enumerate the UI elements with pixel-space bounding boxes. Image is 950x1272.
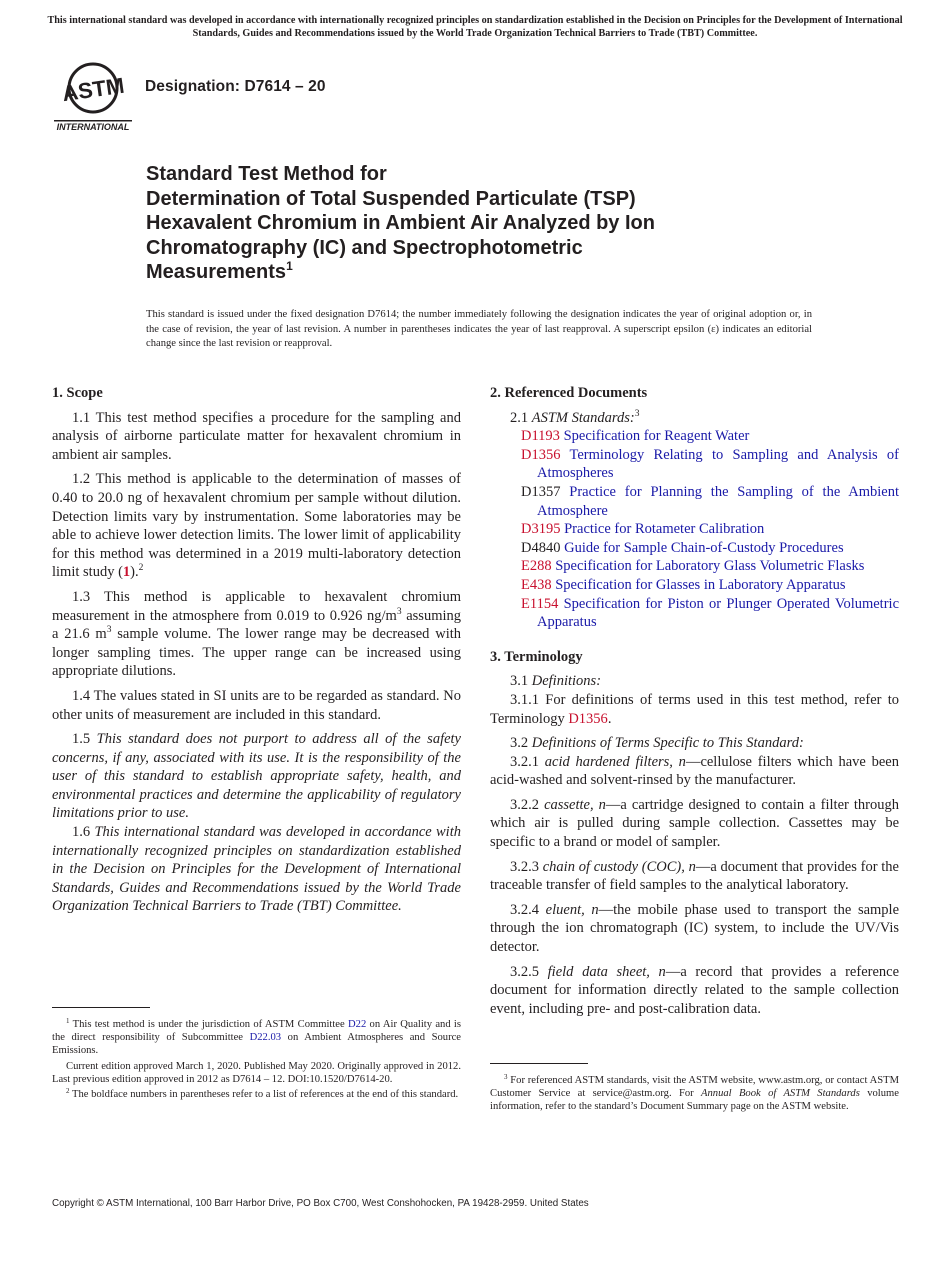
subcommittee-link-d22-03[interactable]: D22.03: [249, 1032, 282, 1044]
def-2-num: 3.2.2: [510, 796, 545, 813]
ref-title-e438[interactable]: Specification for Glasses in Laboratory Apparatus: [555, 576, 846, 593]
title-line-4: Chromatography (IC) and Spectrophotometric: [146, 236, 583, 259]
para-1-2-text: 1.2 This method is applicable to the determination of masses of 0.40 to 20.0 ng of hexavalent chromium per sample without dilution. Detection limits vary by instrumentation. Some laboratories may be able to achieve lower detection limits. The lower limit of applicability for this method was determined in a 2019 multi-laboratory detection limit study (: [52, 471, 461, 581]
def-5-term: field data sheet, n: [547, 963, 666, 980]
def-4-term: eluent, n: [545, 901, 599, 918]
ref-item-d1357: [506, 483, 899, 520]
para-1-5: [52, 730, 461, 823]
footnote-mark-3[interactable]: 3: [634, 408, 640, 419]
ref-item-e438: [506, 576, 899, 595]
para-1-6-text: This international standard was developed in accordance with internationally recognized principles on standardization established in the Decision on Principles for the Development of International Standards, Guides and Recommendations issued by the World Trade Organization Technical Barriers to Trade (TBT) Committee.: [52, 824, 461, 915]
footnote-3-mark: 3: [504, 1073, 508, 1081]
footnote-2-mark: 2: [66, 1087, 70, 1096]
para-3-1-1-end: .: [607, 710, 612, 727]
para-3-1-num: 3.1: [510, 673, 532, 690]
para-1-6: [52, 823, 461, 916]
title-line-3: Hexavalent Chromium in Ambient Air Analyzed by Ion: [146, 212, 655, 234]
ref-code-d1357[interactable]: D1357: [521, 483, 561, 500]
para-3-2-1: [490, 753, 899, 790]
footnote-1-edition: Current edition approved March 1, 2020. Published May 2020. Originally approved in 2012. Last previous edition approved in 2012 as D7614 – 12. DOI:10.1520/D7614-20.: [52, 1060, 461, 1085]
title-line-2: Determination of Total Suspended Particulate (TSP): [146, 187, 636, 210]
para-1-3-sup1: 3: [396, 606, 402, 617]
title-line-5: [146, 260, 786, 285]
footnote-3-a: For referenced ASTM standards, visit the ASTM website, www.astm.org, or contact ASTM Customer Service at service@astm.org. For: [490, 1075, 899, 1100]
ref-title-d4840[interactable]: Guide for Sample Chain-of-Custody Procedures: [564, 539, 844, 556]
logo-subtext: INTERNATIONAL: [56, 122, 130, 132]
footnote-3-b: volume information, refer to the standard’s Document Summary page on the ASTM website.: [490, 1088, 899, 1113]
def-4-text: —the mobile phase used to transport the sample through the ion chromatograph (IC) system, to include the UV/Vis detector.: [490, 901, 900, 956]
footnote-1-a: This test method is under the jurisdiction of ASTM Committee: [72, 1019, 348, 1030]
para-1-2: [52, 470, 461, 582]
para-3-1-text: Definitions:: [531, 673, 602, 690]
def-3-num: 3.2.3: [510, 858, 543, 875]
para-3-2-5: [490, 963, 899, 1019]
ref-code-d1193[interactable]: D1193: [521, 428, 560, 445]
def-2-term: cassette, n: [544, 796, 606, 813]
ref-link-d1356[interactable]: D1356: [568, 710, 608, 727]
footnotes-right: [490, 1074, 899, 1116]
footnote-2: [52, 1088, 461, 1101]
para-1-4: 1.4 The values stated in SI units are to be regarded as standard. No other units of measurement are included in this standard.: [52, 687, 461, 723]
para-1-1: 1.1 This test method specifies a procedure for the sampling and analysis of airborne particulate matter for hexavalent chromium in ambient air samples.: [52, 409, 461, 463]
para-3-2-3: [490, 858, 899, 895]
logo-text: ASTM: [60, 72, 126, 107]
title-line-5-text: Measurements: [146, 261, 287, 283]
def-2-text: —a cartridge designed to contain a filter through which air is pulled during sample collection. Cassettes may be specific to a brand or model of sampler.: [490, 796, 899, 851]
ref-code-d4840[interactable]: D4840: [521, 539, 561, 556]
footnote-1-c: on Ambient Atmospheres and Source Emissions.: [52, 1032, 462, 1057]
footnote-rule-left: [52, 1007, 150, 1008]
footnote-3: [490, 1074, 899, 1114]
right-column: [490, 384, 899, 1024]
para-1-3-b: assuming a 21.6 m: [52, 607, 462, 643]
ref-title-e1154[interactable]: Specification for Piston or Plunger Operated Volumetric Apparatus: [537, 595, 900, 631]
top-notice: This international standard was developed in accordance with internationally recognized principles on standardization established in the Decision on Principles for the Development of International Standards, Guides and Recommendations issued by the World Trade Organization Technical Barriers to Trade (TBT) Committee.: [47, 15, 903, 39]
para-1-3-a: 1.3 This method is applicable to hexavalent chromium measurement in the atmosphere from 0.019 to 0.926 ng/m: [52, 588, 461, 624]
def-4-num: 3.2.4: [510, 901, 546, 918]
para-3-2-num: 3.2: [510, 735, 532, 752]
para-1-3-sup2: 3: [106, 625, 112, 636]
para-3-2: [490, 734, 899, 753]
reference-link-1[interactable]: 1: [122, 564, 131, 581]
def-3-term: chain of custody (COC), n: [542, 858, 696, 875]
para-2-1: [490, 409, 899, 428]
para-1-3-c: sample volume. The lower range may be decreased with longer sampling times. The upper range can be increased using appropriate dilutions.: [52, 626, 462, 680]
ref-item-e288: [506, 557, 899, 576]
para-1-2-end: ).: [130, 564, 139, 581]
committee-link-d22[interactable]: D22: [348, 1019, 367, 1030]
ref-item-d4840: [506, 539, 899, 558]
designation: Designation: D7614 – 20: [145, 78, 326, 95]
ref-item-d1356: [506, 446, 899, 483]
ref-code-e438[interactable]: E438: [521, 576, 552, 593]
para-1-5-num: 1.5: [72, 731, 97, 748]
para-1-6-num: 1.6: [72, 824, 95, 841]
para-1-3: [52, 588, 461, 681]
title-footnote-mark[interactable]: 1: [286, 259, 293, 273]
issued-statement: This standard is issued under the fixed designation D7614; the number immediately following the designation indicates the year of original adoption or, in the case of revision, the year of last revision. A number in parentheses indicates the year of last reapproval. A superscript epsilon (ε) indicates an editorial change since the last revision or reapproval.: [146, 309, 812, 349]
ref-code-d3195[interactable]: D3195: [521, 521, 561, 538]
left-column: [52, 384, 461, 922]
ref-title-d1193[interactable]: Specification for Reagent Water: [563, 428, 750, 445]
ref-code-e288[interactable]: E288: [521, 558, 552, 575]
para-3-1: [490, 672, 899, 691]
document-title: [146, 162, 786, 285]
ref-item-d1193: [506, 427, 899, 446]
ref-title-d1356[interactable]: Terminology Relating to Sampling and Analysis of Atmospheres: [537, 446, 899, 482]
scope-heading: 1. Scope: [52, 385, 103, 401]
para-3-1-1-text: 3.1.1 For definitions of terms used in this test method, refer to Terminology: [490, 691, 899, 727]
footnote-mark-2[interactable]: 2: [138, 563, 144, 574]
def-5-text: —a record that provides a reference document for information directly related to the sample collection event, including pre- and post-calibration data.: [490, 963, 900, 1017]
def-5-num: 3.2.5: [510, 963, 548, 980]
para-2-1-text: ASTM Standards:: [531, 409, 635, 426]
ref-code-d1356[interactable]: D1356: [521, 446, 561, 463]
def-1-term: acid hardened filters, n: [544, 753, 686, 770]
ref-title-d1357[interactable]: Practice for Planning the Sampling of the Ambient Atmosphere: [537, 483, 899, 519]
terminology-heading: 3. Terminology: [490, 648, 583, 665]
referenced-documents-heading: 2. Referenced Documents: [490, 385, 648, 401]
def-1-num: 3.2.1: [510, 753, 545, 770]
footnote-2-text: The boldface numbers in parentheses refer to a list of references at the end of this standard.: [71, 1089, 459, 1101]
title-line-1: Standard Test Method for: [146, 163, 387, 185]
para-3-1-1: [490, 691, 899, 728]
ref-title-e288[interactable]: Specification for Laboratory Glass Volumetric Flasks: [555, 558, 865, 575]
para-3-2-text: Definitions of Terms Specific to This Standard:: [531, 735, 804, 752]
def-3-text: —a document that provides for the traceable transfer of field samples to the analytical laboratory.: [490, 858, 899, 894]
para-3-2-2: [490, 796, 899, 852]
footnote-1: [52, 1018, 461, 1058]
footnote-rule-right: [490, 1063, 588, 1064]
para-1-5-text: This standard does not purport to address all of the safety concerns, if any, associated with its use. It is the responsibility of the user of this standard to establish appropriate safety, health, and environmental practices and determine the applicability of regulatory limitations prior to use.: [52, 731, 461, 822]
para-3-2-4: [490, 901, 899, 957]
para-2-1-num: 2.1: [510, 409, 532, 426]
footnote-1-mark: 1: [66, 1017, 70, 1025]
footnote-1-b: on Air Quality and is the direct responsibility of Subcommittee: [52, 1019, 461, 1044]
footnotes-left: [52, 1018, 461, 1103]
ref-item-e1154: [506, 595, 899, 632]
copyright-line: Copyright © ASTM International, 100 Barr Harbor Drive, PO Box C700, West Conshohocken, PA 19428-2959. United States: [52, 1198, 589, 1209]
footnote-3-italic: Annual Book of ASTM Standards: [701, 1088, 860, 1100]
astm-logo-icon: [52, 58, 134, 132]
def-1-text: —cellulose filters which have been acid-washed and solvent-rinsed by the manufacturer.: [490, 753, 899, 789]
ref-item-d3195: [506, 520, 899, 539]
ref-code-e1154[interactable]: E1154: [521, 595, 559, 612]
ref-title-d3195[interactable]: Practice for Rotameter Calibration: [564, 521, 765, 538]
